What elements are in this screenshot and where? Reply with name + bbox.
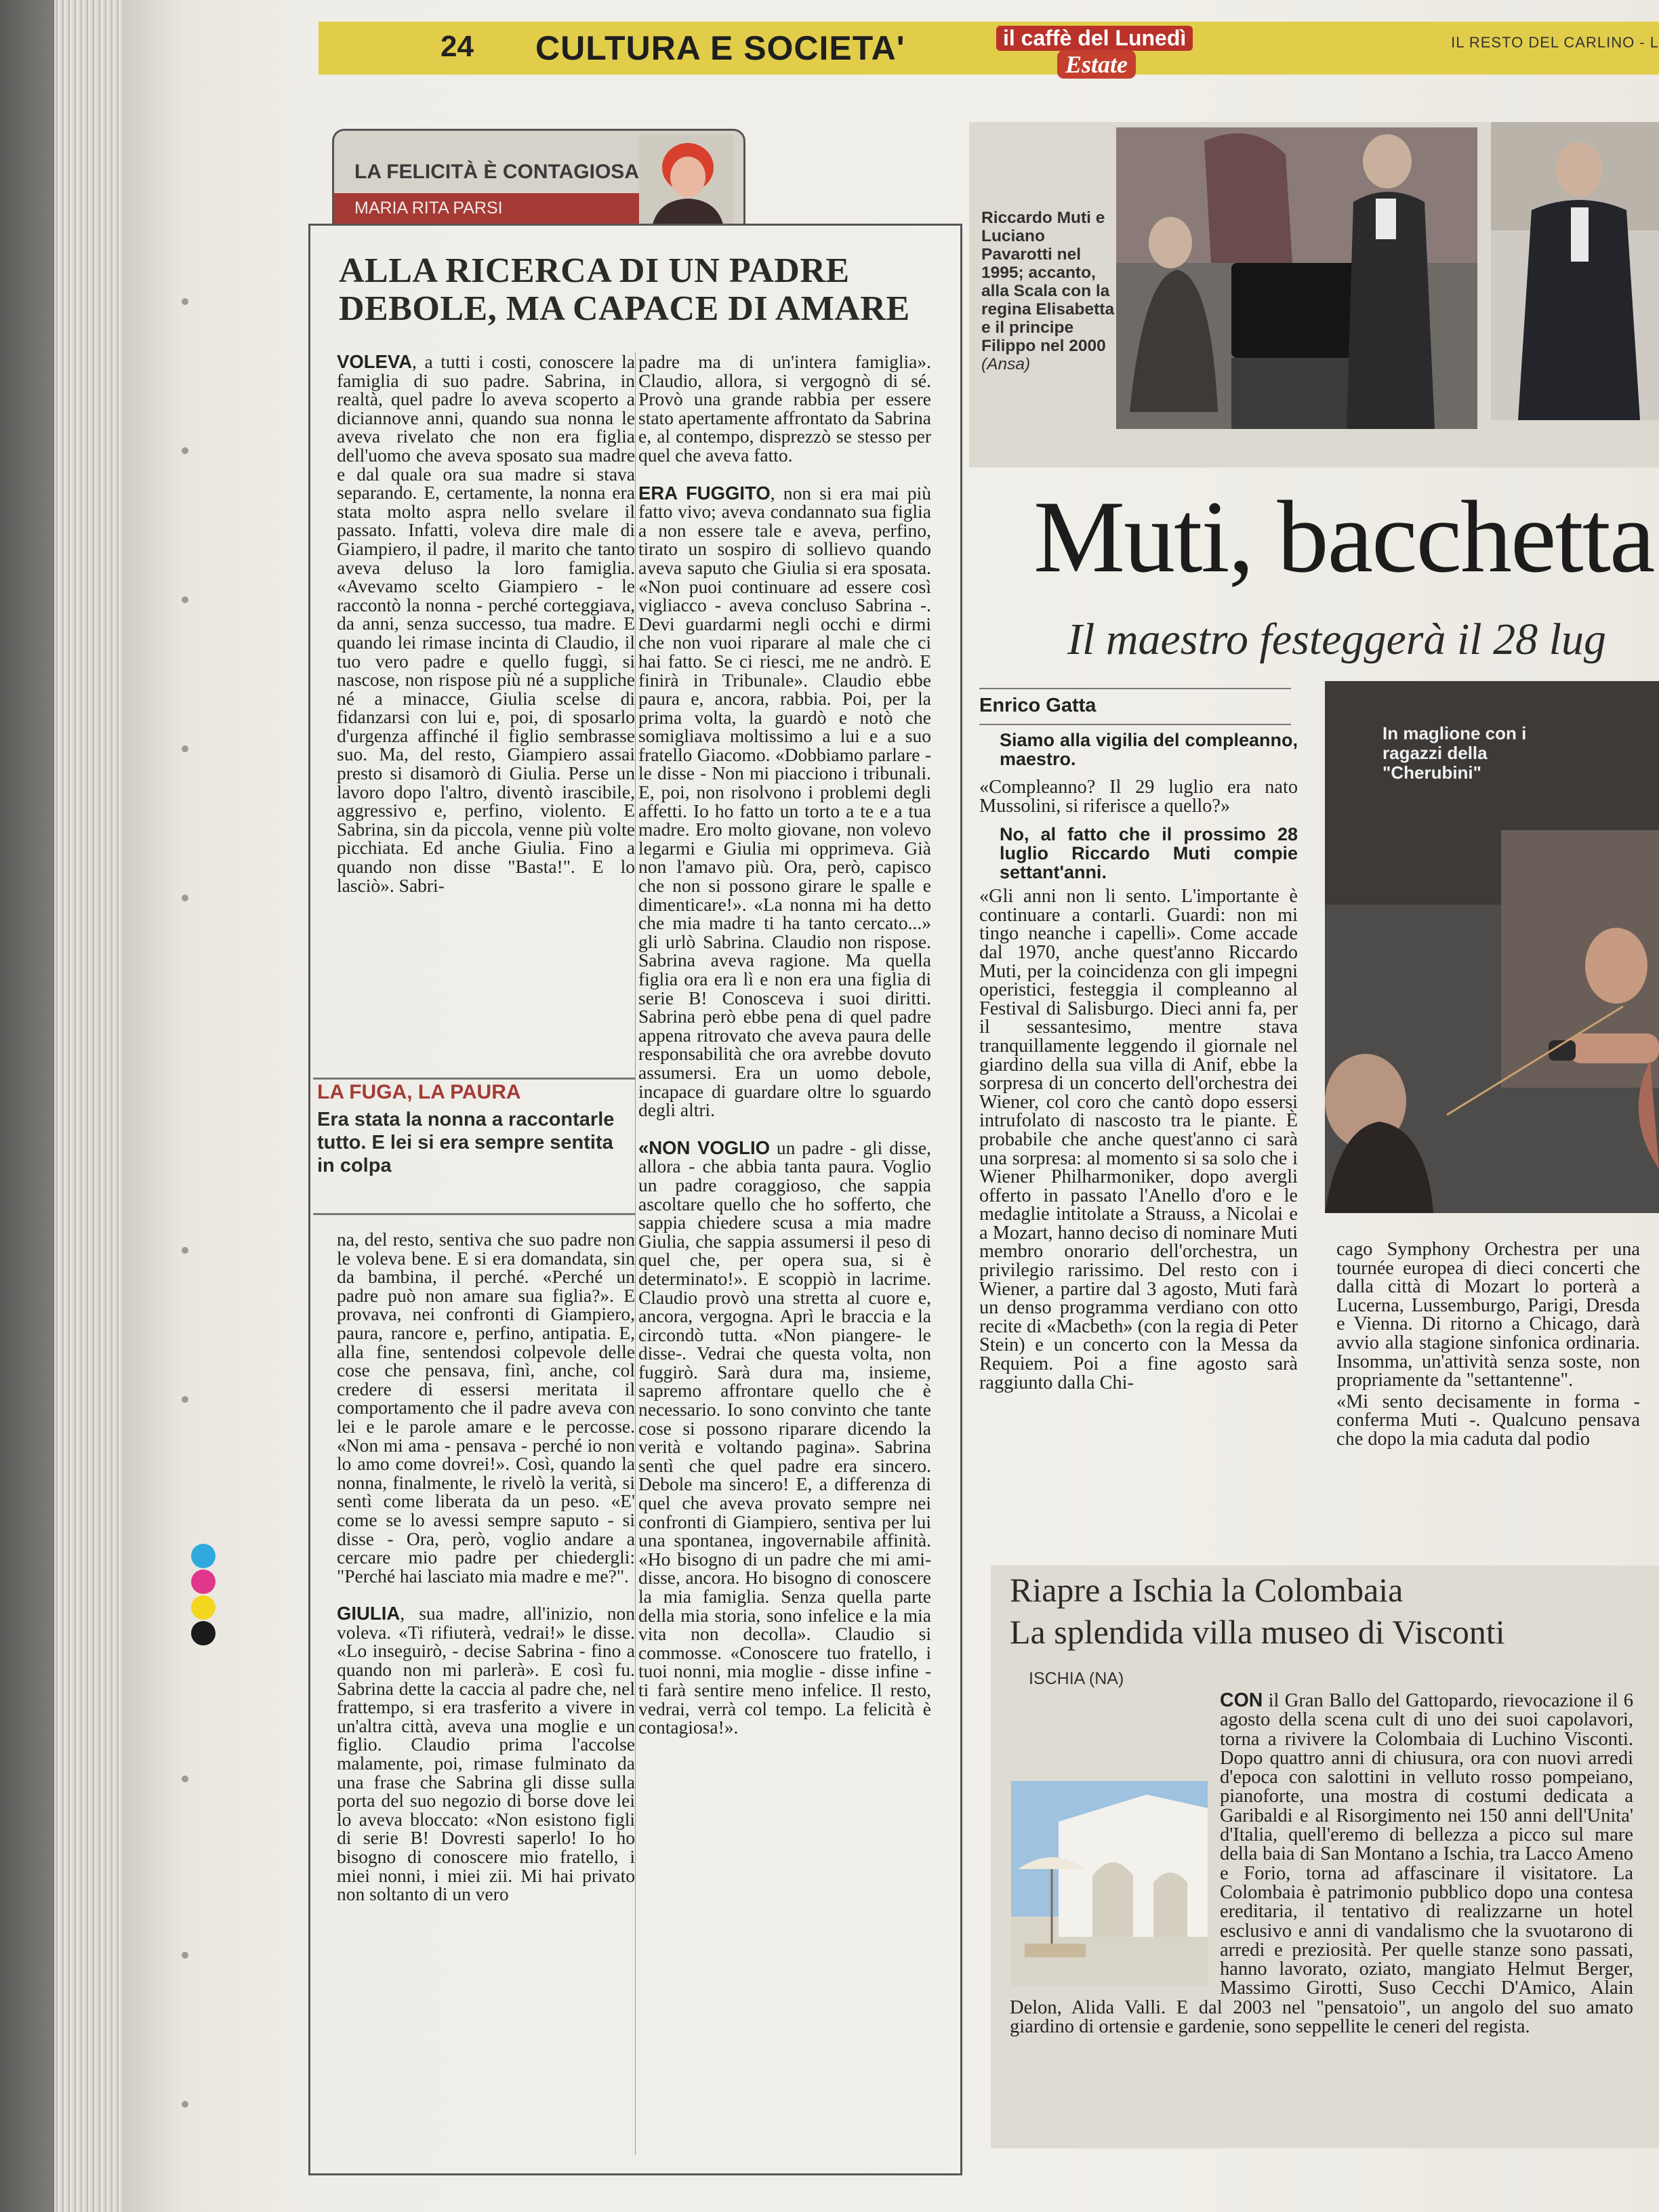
binding-hole <box>182 2101 188 2108</box>
dropcap-lead: VOLEVA <box>337 351 413 372</box>
ischia-headline-line2: La splendida villa museo di Visconti <box>1010 1613 1505 1651</box>
article-column-2 <box>638 352 931 1756</box>
photo-caption-text: Riccardo Muti e Luciano Pavarotti nel 1995; accanto, alla Scala con la regina Elisabetta e il principe Filippo nel 2000 <box>981 209 1115 355</box>
interview-answer: «Compleanno? Il 29 luglio era nato Mussolini, si riferisce a quello?» <box>979 777 1298 817</box>
registration-mark-yellow <box>191 1595 216 1620</box>
paragraph-text: na, del resto, sentiva che suo padre non le voleva bene. E si era domandata, sin da bambina, il perché. «Perché un padre può non amare sua figlia?». E provava, nei confronti di Giampiero, paura, rancore e, perfino, antipatia. E, alla fine, sentendosi colpevole delle cose che pensava, finì, anche, col credere di essersi meritata il comportamento che il padre aveva con lei e le parole amare e le percosse. «Non mi ama - pensava - perché io non lo amo come dovrei!». Così, quando la nonna, finalmente, le rivelò la verità, si sentì come liberata da un peso. «E' come se lo avessi sempre saputo - si disse - Ora, però, voglio andare a cercare mio padre per chiedergli: "Perché hai lasciato mia madre e me?". <box>337 1229 635 1586</box>
photo-muti-pavarotti <box>1116 127 1477 429</box>
publication-name: IL RESTO DEL CARLINO - L <box>1451 34 1659 51</box>
pull-quote-kicker: LA FUGA, LA PAURA <box>317 1081 521 1103</box>
ischia-headline-line1: Riapre a Ischia la Colombaia <box>1010 1571 1404 1609</box>
binding-hole <box>182 298 188 305</box>
article-column-1-continued <box>337 1230 635 1923</box>
pull-quote-box <box>313 1081 635 1203</box>
binding-hole <box>182 1952 188 1959</box>
photo-caption <box>981 209 1117 373</box>
paragraph-lead: ERA FUGGITO <box>638 482 771 504</box>
binding-hole <box>182 1247 188 1254</box>
supplement-logo <box>996 26 1220 78</box>
interview-answer: «Gli anni non li sento. L'importante è continuare a contarli. Guardi: non mi tingo neanche i capelli». Come accade dal 1970, anche quest'anno Riccardo Muti, per la coincidenza con gli impegni operistici, festeggia il compleanno al Festival di Salisburgo. Dieci anni fa, per il sessantesimo, mentre stava tranquillamente leggendo il giornale nel giardino della sua villa di Anif, ebbe la sorpresa di un concerto dell'orchestra dei Wiener, col coro che cantò dopo essersi intrufolato di nascosto tra le piante. È probabile che anche quest'anno ci sarà una sorpresa: al momento si sa solo che i Wiener Philharmoniker, dopo avergli offerto in passato l'Anello d'oro e le medaglie intitolate a Strauss, a Nicolai e a Mozart, hanno deciso di nominare Muti membro onorario dell'orchestra, un privilegio rarissimo. Del resto con i Wiener, a partire dal 3 agosto, Muti farà un denso programma verdiano con otto recite di «Macbeth» (con la regia di Peter Stein) e un concerto con la Messa da Requiem. Poi a fine agosto sarà raggiunto dalla Chi- <box>979 886 1298 1393</box>
binding-hole <box>182 895 188 901</box>
interview-question: No, al fatto che il prossimo 28 luglio Riccardo Muti compie settant'anni. <box>1000 824 1298 883</box>
paragraph-text: cago Symphony Orchestra per una tournée europea di dieci concerti che dalla città di Mozart lo porterà a Lucerna, Lussemburgo, Parigi, Dresda e Vienna. Di ritorno a Chicago, darà avvio alla stagione sinfonica ordinaria. Insomma, un'attività senza soste, non propriamente da "settantenne". <box>1336 1239 1640 1391</box>
muti-column-1 <box>979 731 1298 1411</box>
paragraph-text: «Mi sento decisamente in forma - conferma Muti -. Qualcuno pensava che dopo la mia caduta dal podio <box>1336 1391 1640 1450</box>
column-divider <box>635 352 636 2155</box>
paragraph-lead: GIULIA <box>337 1603 401 1624</box>
columnist-portrait <box>639 135 734 224</box>
binding-hole <box>182 745 188 752</box>
supplement-logo-line1: il caffè del Lunedì <box>996 26 1193 51</box>
supplement-logo-line2: Estate <box>1057 50 1136 79</box>
photo-colombaia-villa <box>1011 1781 1208 1986</box>
column-heading-tab <box>332 129 745 224</box>
paragraph-text: , sua madre, all'inizio, non voleva. «Ti rifiuterà, vedrai!» le disse. «Lo inseguirò, - decise Sabrina - fino a quando non mi parlerà». E così fu. Sabrina dette la caccia al padre che, nel frattempo, si era trasferito a vivere in un'altra città, aveva una moglie e un figlio. Claudio prima l'accolse malamente, poi, rimase fulminato da una frase che Sabrina gli disse sulla porta del suo negozio di borse dove lei lo aveva bloccato: «Non esistono figli di serie B! Dovresti saperlo! Io ho bisogno di conoscere mio fratello, i miei nonni, i miei zii. Mi hai privato non soltanto di un vero <box>337 1603 635 1905</box>
binding-hole <box>182 1776 188 1782</box>
paragraph-text: , a tutti i costi, conoscere la famiglia di suo padre. Sabrina, in realtà, quel padre lo aveva scoperto a diciannove anni, quando sua nonna le aveva rivelato che non era figlia dell'uomo che aveva sposato sua madre e dal quale ora sua madre si stava separando. E, certamente, la nonna era stata molto aspra nello svelare il passato. Infatti, voleva dire male di Giampiero, il padre, il marito che tanto aveva deluso la loro famiglia. «Avevamo scelto Giampiero - le raccontò la nonna - perché corteggiava, da anni, senza successo, tua madre. E quando lei rimase incinta di Claudio, il tuo vero padre e quello fuggì, si nascose, non rispose più né a suppliche né a minacce, Giulia scelse di fidanzarsi con lui e, poi, di sposarlo d'urgenza affinché il figlio sembrasse suo. Ma, del resto, Giampiero assai presto si disamorò di Giulia. Perse un lavoro dopo l'altro, diventò irascibile, aggressivo e, perfino, violento. E Sabrina, sin da piccola, venne più volte picchiata. Ed anche Giulia. Fino a quando non disse "Basta!". E lo lasciò». Sabri- <box>337 351 635 896</box>
column-author: MARIA RITA PARSI <box>334 193 639 224</box>
paragraph-text: padre ma di un'intera famiglia». Claudio, allora, si vergognò di sé. Provò una grande rabbia per essere stato apertamente affrontato da Sabrina e, al contempo, disprezzò se stesso per quel che aveva fatto. <box>638 351 931 466</box>
registration-mark-black <box>191 1621 216 1645</box>
muti-headline: Muti, bacchetta <box>1033 480 1654 594</box>
paragraph-text: un padre - gli disse, allora - che abbia tanta paura. Voglio un padre coraggioso, che sappia ascoltare quello che ho sofferto, che sappia chiedere scusa a mia madre Giulia, che sappia assumersi il peso di quel che, per opera sua, si è determinato!». E scoppiò in lacrime. Claudio provò una stretta al cuore e, ancora, vergogna. Aprì le braccia e la circondò tutta. «Non piangere- le disse-. Vedrai che questa volta, non fuggirò. Sarà dura ma, insieme, sapremo affrontare quello che è necessario. Io sono convinto che tante cose si possono riparare dicendo la verità e voltando pagina». Sabrina sentì che quel padre era sincero. Debole ma sincero! E, a differenza di quel che aveva provato sempre nei confronti di Giampiero, sentiva per lui una spontanea, ingovernabile affinità. «Ho bisogno di un padre che mi ami- disse, ancora. Ho bisogno di conoscere la mia famiglia. Senza quella parte della mia storia, sono infelice e la mia vita non decolla». Claudio si commosse. «Conoscere tuo fratello, i tuoi nonni, mia moglie - disse infine - ti farà sentire meno infelice. Il resto, vedrai, verrà col tempo. La felicità è contagiosa!». <box>638 1136 931 1738</box>
interview-question: Siamo alla vigilia del compleanno, maestro. <box>1000 730 1298 769</box>
binding-hole <box>182 596 188 603</box>
paragraph-lead: CON <box>1220 1689 1263 1711</box>
pull-quote-rule <box>313 1213 635 1215</box>
article-column-1 <box>337 352 635 914</box>
paragraph-text: il Gran Ballo del Gattopardo, rievocazione il 6 agosto della scena cult di uno dei suoi capolavori, torna a rivivere la Colombaia di Luchino Visconti. Dopo quattro anni di chiusura, ora con nuovi arredi d'epoca con salottini in velluto rosso pompeiano, pianoforte, una mostra di costumi dedicata a Garibaldi e al Risorgimento nei 150 anni dell'Unita' d'Italia, quell'eremo di bellezza a picco sul mare della baia di San Montano a Ischia, tra Lacco Ameno e Forio, torna ad affascinare il visitatore. La Colombaia è patrimonio pubblico dopo una contesa ereditaria, il tentativo di realizzarne un hotel esclusivo e anni di vandalismo che la svuotarono di arredi e preziosità. Per quelle stanze sono passati, hanno lavorato, oziato, mangiato Helmut Berger, Massimo Girotti, Suso Cecchi D'Amico, Alain Delon, Alida Valli. E dal 2003 nel "pensatoio", un angolo del suo amato giardino di ortensie e gardenie, sono seppellite le ceneri del regista. <box>1010 1690 1633 2038</box>
registration-mark-cyan <box>191 1544 216 1568</box>
paragraph-lead: «NON VOGLIO <box>638 1136 770 1158</box>
binding-hole <box>182 447 188 454</box>
photo-caption-cherubini: In maglione con i ragazzi della "Cherubini" <box>1382 723 1527 783</box>
photo-royals-scala <box>1491 122 1659 420</box>
photo-credit: (Ansa) <box>981 355 1031 373</box>
byline-rule <box>979 724 1291 725</box>
column-name: LA FELICITÀ È CONTAGIOSA <box>354 161 639 183</box>
muti-column-2 <box>1336 1240 1640 1468</box>
muti-subheadline: Il maestro festeggerà il 28 lug <box>1067 615 1606 664</box>
registration-mark-magenta <box>191 1570 216 1594</box>
pull-quote-text: Era stata la nonna a raccontarle tutto. E lei si era sempre sentita in colpa <box>317 1109 615 1176</box>
article-title: ALLA RICERCA DI UN PADRE DEBOLE, MA CAPACE DI AMARE <box>339 251 910 328</box>
section-title: CULTURA E SOCIETA' <box>535 29 905 67</box>
binding-hole <box>182 1396 188 1403</box>
ischia-headline <box>1010 1569 1620 1653</box>
section-header-bar <box>319 22 1659 78</box>
paragraph-text: , non si era mai più fatto vivo; aveva condannato sua figlia a non essere tale e aveva, perfino, tirato un sospiro di sollievo quando aveva saputo che Giulia si era sposata. «Non puoi continuare ad essere così vigliacco - aveva concluso Sabrina -. Devi guardarmi negli occhi e dirmi che non vuoi riparare al male che ci hai fatto. Se ci riesci, me ne andrò. E finirà in Tribunale». Claudio ebbe paura e, ancora, rabbia. Poi, per la prima volta, la guardò e notò che somigliava moltissimo a lui e a suo fratello Giacomo. «Dobbiamo parlare - le disse - Non mi piacciono i tribunali. E, poi, non risolvono i problemi degli affetti. Io ho fatto un torto a te e a tua madre. Ero molto giovane, non volevo legarmi e Giulia mi opprimeva. Già non l'amavo più. Ora, però, capisco che non si possono girare le spalle e dimenticare!». «La nonna mi ha detto che mia madre ti ha tanto cercato...» gli urlò Sabrina. Claudio non rispose. Sabrina aveva ragione. Ma quella figlia ora era lì e non era una figlia di serie B! Conosceva i suoi diritti. Sabrina però ebbe pena di quel padre appena ritrovato che aveva paura delle responsabilità che ora avrebbe dovuto assumersi. Era un uomo debole, incapace di guardare oltre lo sguardo degli altri. <box>638 482 931 1121</box>
ischia-dateline: ISCHIA (NA) <box>1029 1669 1124 1688</box>
byline-rule <box>979 688 1291 689</box>
page-number: 24 <box>441 30 474 63</box>
pull-quote-rule <box>313 1078 635 1080</box>
muti-byline: Enrico Gatta <box>979 695 1097 716</box>
